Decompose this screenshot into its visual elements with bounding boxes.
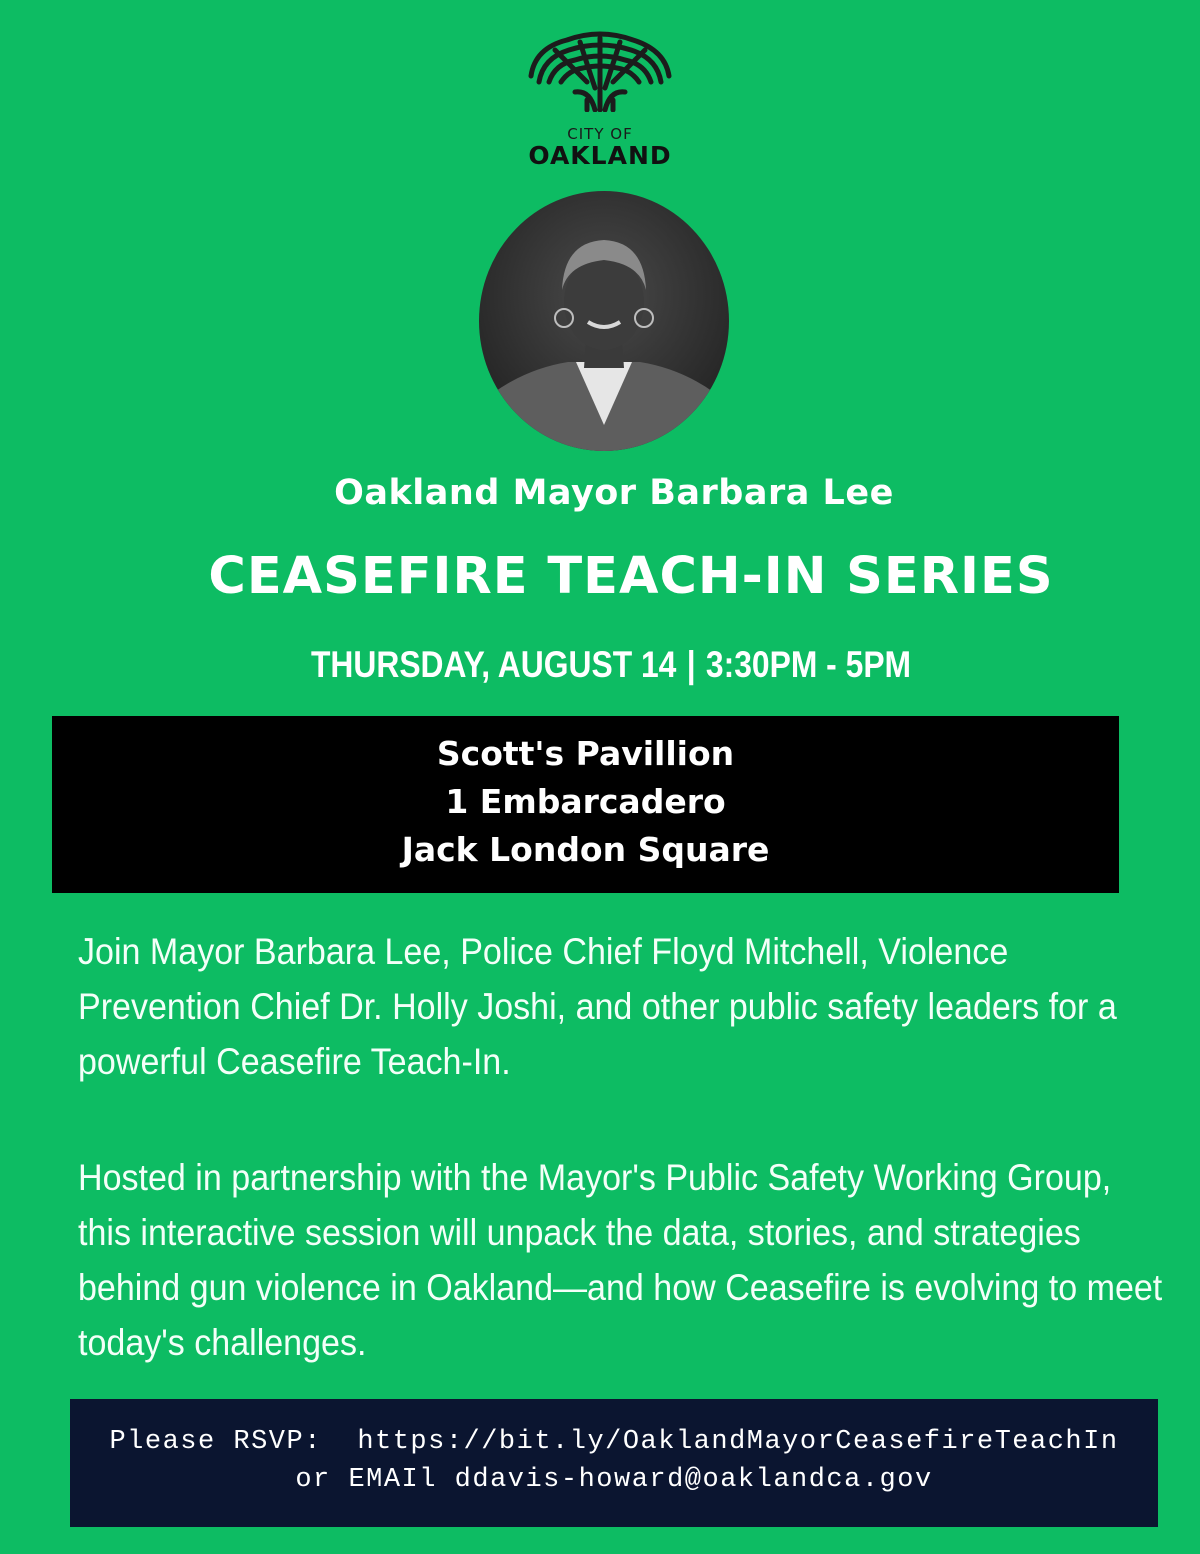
event-title: CEASEFIRE TEACH-IN SERIES <box>208 547 1054 606</box>
venue-area: Jack London Square <box>401 830 770 869</box>
oak-tree-icon <box>525 30 675 112</box>
description-paragraph-2: Hosted in partnership with the Mayor's Public Safety Working Group, this interactive session will unpack the data, stories, and strategies behind gun violence in Oakland—and how Ceasefire is evolving to meet today's challenges. <box>78 1157 1163 1363</box>
city-logo <box>0 30 1200 170</box>
datetime-separator: | <box>686 644 696 685</box>
rsvp-link[interactable]: https://bit.ly/OaklandMayorCeasefireTeachIn <box>357 1427 1119 1457</box>
mayor-portrait <box>478 190 730 452</box>
event-datetime <box>86 640 1137 690</box>
venue-box <box>52 716 1119 893</box>
rsvp-box <box>70 1399 1158 1527</box>
rsvp-label: Please RSVP: <box>109 1427 322 1457</box>
event-subtitle: Oakland Mayor Barbara Lee <box>334 473 894 513</box>
rsvp-email-prefix: or EMAIl <box>295 1465 437 1495</box>
person-portrait-icon <box>478 190 730 452</box>
event-date: THURSDAY, AUGUST 14 <box>310 644 677 685</box>
logo-city-name: OAKLAND <box>528 141 672 170</box>
description-paragraph-1: Join Mayor Barbara Lee, Police Chief Floyd Mitchell, Violence Prevention Chief Dr. Holly Joshi, and other public safety leaders for a powerful Ceasefire Teach-In. <box>78 931 1117 1082</box>
event-time: 3:30PM - 5PM <box>705 644 912 685</box>
venue-name: Scott's Pavillion <box>436 734 735 773</box>
logo-city-of: CITY OF <box>567 125 633 143</box>
rsvp-email[interactable]: ddavis-howard@oaklandca.gov <box>454 1465 933 1495</box>
venue-address: 1 Embarcadero <box>445 782 726 821</box>
rsvp-line-1 <box>70 1423 1158 1461</box>
rsvp-line-2 <box>70 1461 1158 1499</box>
